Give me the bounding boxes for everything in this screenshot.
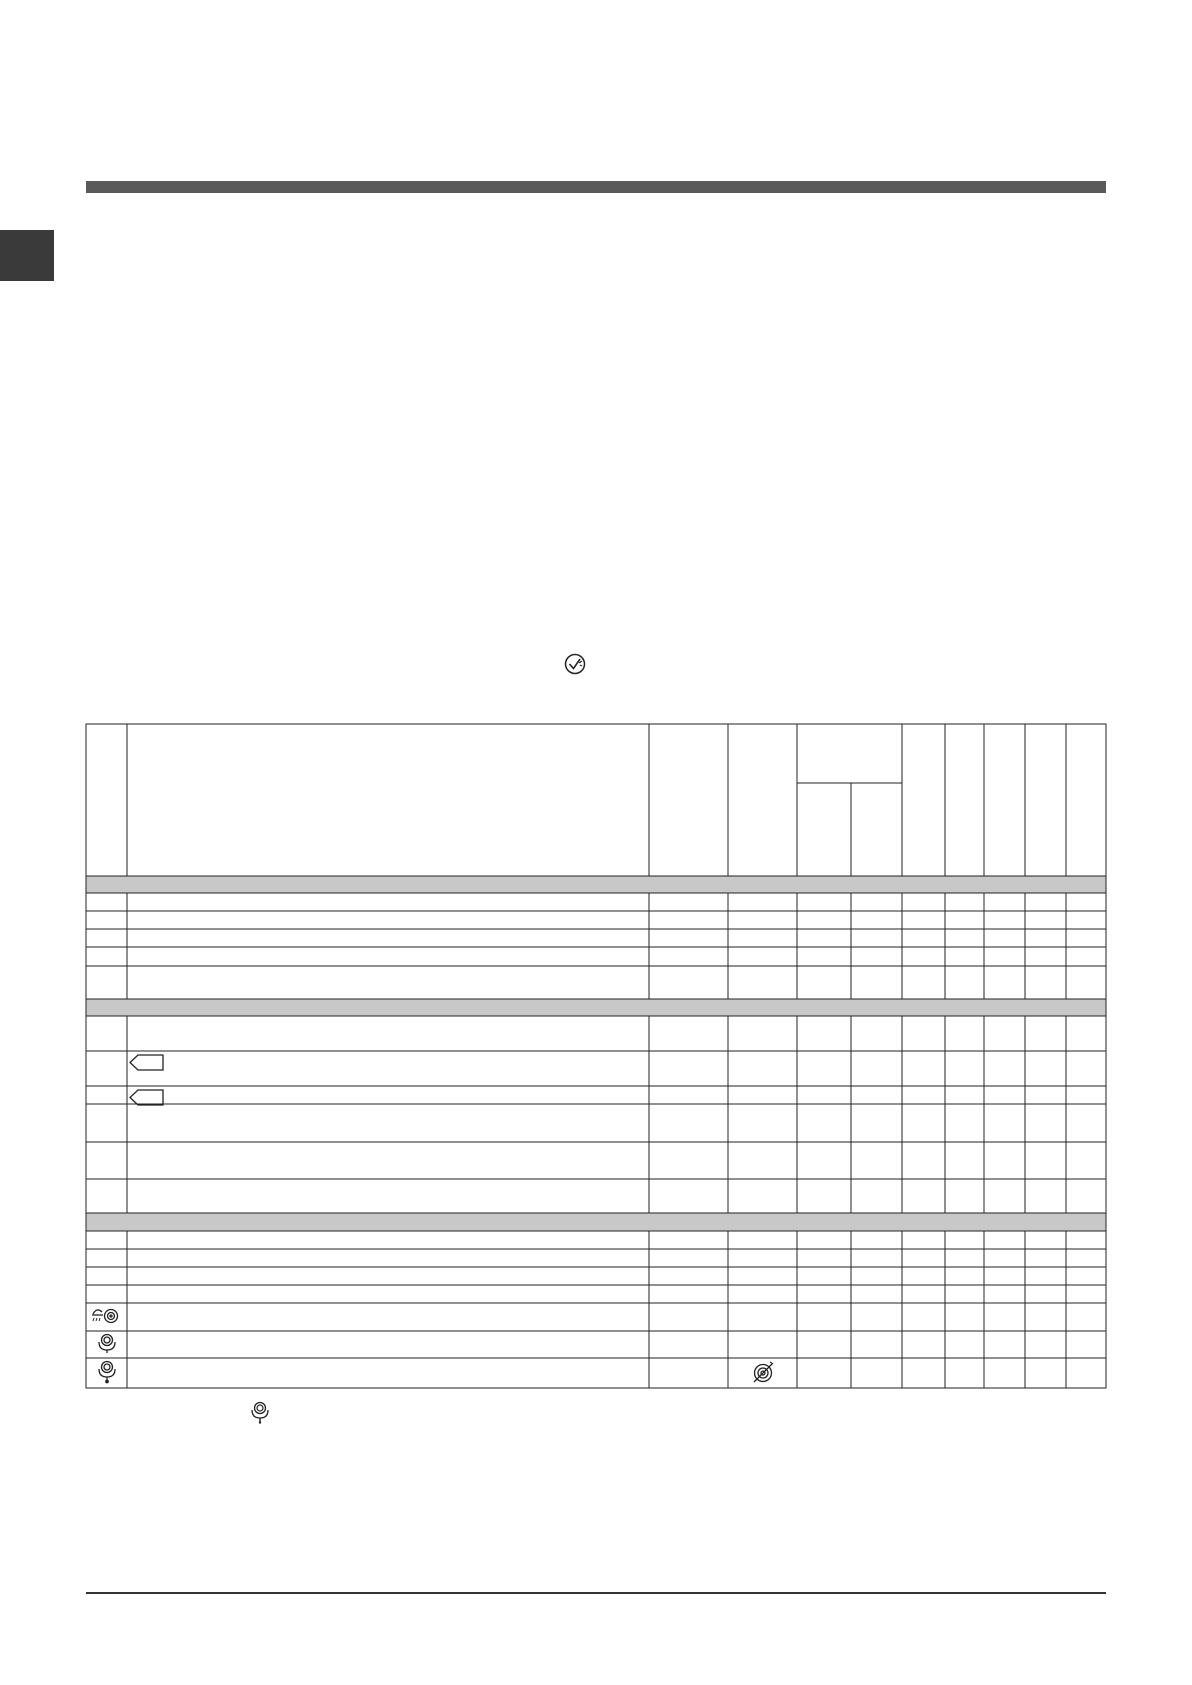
drain-spin-icon: [249, 1400, 271, 1424]
no-spin-icon: [754, 1362, 773, 1382]
drain-spin-icon: [99, 1362, 115, 1383]
footer-rule: [86, 1592, 1106, 1594]
section-band: [86, 999, 1106, 1016]
spin-icon: [99, 1335, 115, 1354]
tag-outline-icon: [130, 1090, 163, 1105]
section-band: [86, 876, 1106, 893]
rinse-spin-icon: [92, 1310, 118, 1323]
section-band: [86, 1213, 1106, 1231]
tag-outline-icon: [130, 1055, 163, 1070]
table-border: [86, 724, 1106, 1388]
